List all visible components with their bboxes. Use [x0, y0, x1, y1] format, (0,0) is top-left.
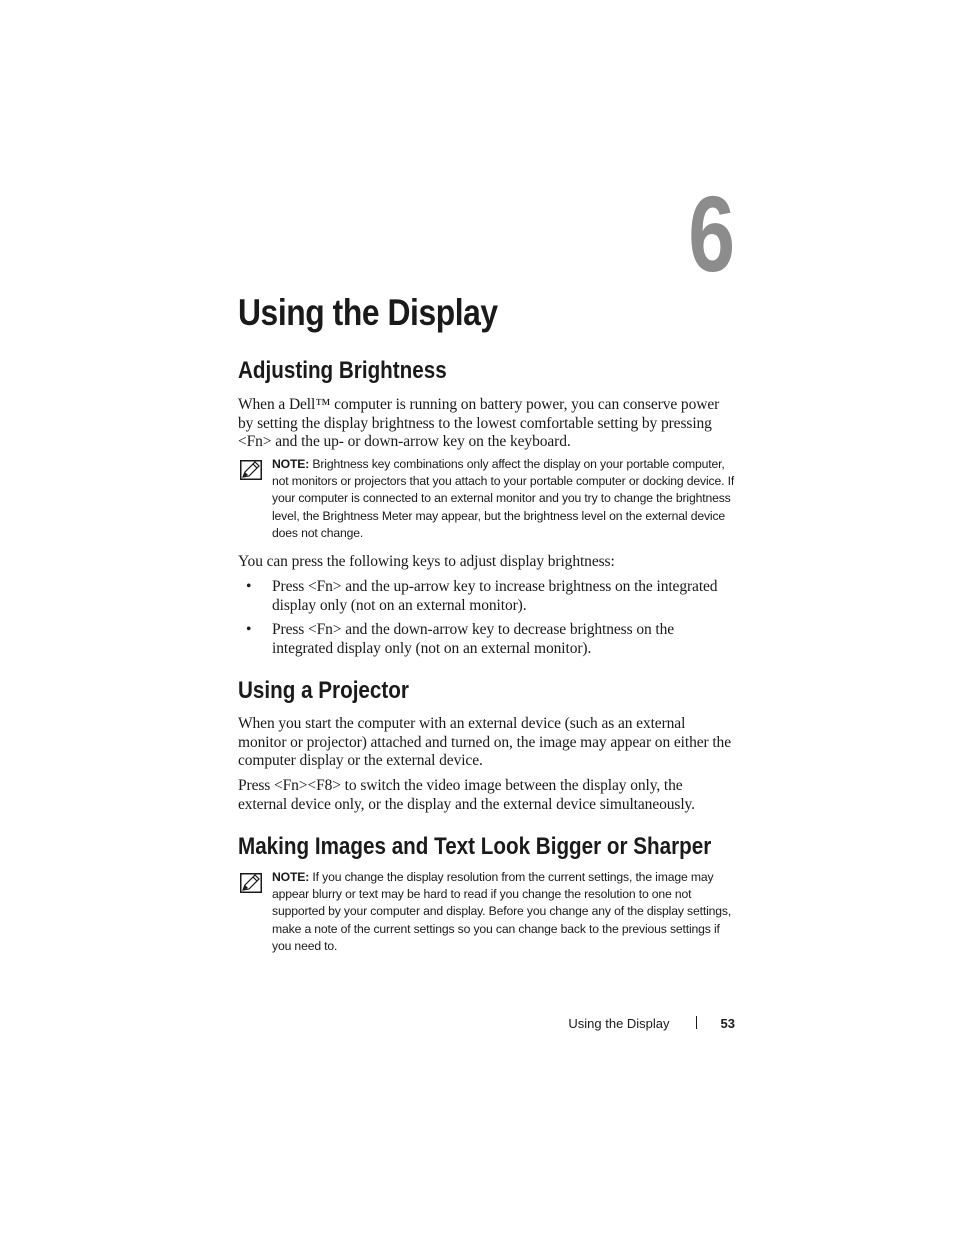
pencil-note-icon — [240, 460, 262, 480]
section-title-adjusting-brightness: Adjusting Brightness — [238, 357, 447, 384]
list-item — [238, 621, 735, 658]
projector-paragraph-1: When you start the computer with an external device (such as an external monitor or projector) attached and turned on, the image may appear on either the computer display or the external device. — [238, 715, 731, 769]
brightness-note-text — [272, 456, 738, 542]
chapter-title: Using the Display — [238, 292, 498, 333]
section-title-bigger-sharper: Making Images and Text Look Bigger or Sharper — [238, 833, 712, 860]
brightness-key-list — [238, 578, 735, 664]
footer-section-name: Using the Display — [568, 1016, 670, 1031]
resolution-note-text — [272, 869, 738, 955]
note-label: NOTE: — [272, 870, 310, 884]
list-item — [238, 578, 735, 615]
page-footer — [568, 1015, 735, 1033]
footer-divider — [696, 1016, 697, 1029]
projector-paragraph-2: Press <Fn><F8> to switch the video image between the display only, the external device only, or the display and the external device simultaneously. — [238, 777, 695, 813]
section-title-using-a-projector: Using a Projector — [238, 677, 409, 704]
pencil-note-icon — [240, 873, 262, 893]
page-number: 53 — [720, 1016, 735, 1031]
chapter-number: 6 — [688, 173, 735, 294]
note-body: If you change the display resolution from the current settings, the image may appear blurry or text may be hard to read if you change the resolution to one not supported by your computer and display. Before you change any of the display settings, make a note of the current settings so you can change back to the previous settings if you need to. — [272, 870, 732, 953]
note-body: Brightness key combinations only affect the display on your portable computer, not monitors or projectors that you attach to your portable computer or docking device. If your computer is connected to an external monitor and you try to change the brightness level, the Brightness Meter may appear, but the brightness level on the external device does not change. — [272, 457, 735, 540]
bullet-icon: • — [246, 621, 252, 638]
brightness-intro: When a Dell™ computer is running on battery power, you can conserve power by setting the display brightness to the lowest comfortable setting by pressing <Fn> and the up- or down-arrow key on the keyboard. — [238, 396, 720, 450]
list-item-text: Press <Fn> and the up-arrow key to increase brightness on the integrated display only (not on an external monitor). — [272, 578, 718, 614]
list-item-text: Press <Fn> and the down-arrow key to decrease brightness on the integrated display only (not on an external monitor). — [272, 621, 675, 657]
brightness-lead: You can press the following keys to adjust display brightness: — [238, 553, 615, 570]
bullet-icon: • — [246, 578, 252, 595]
note-label: NOTE: — [272, 457, 310, 471]
